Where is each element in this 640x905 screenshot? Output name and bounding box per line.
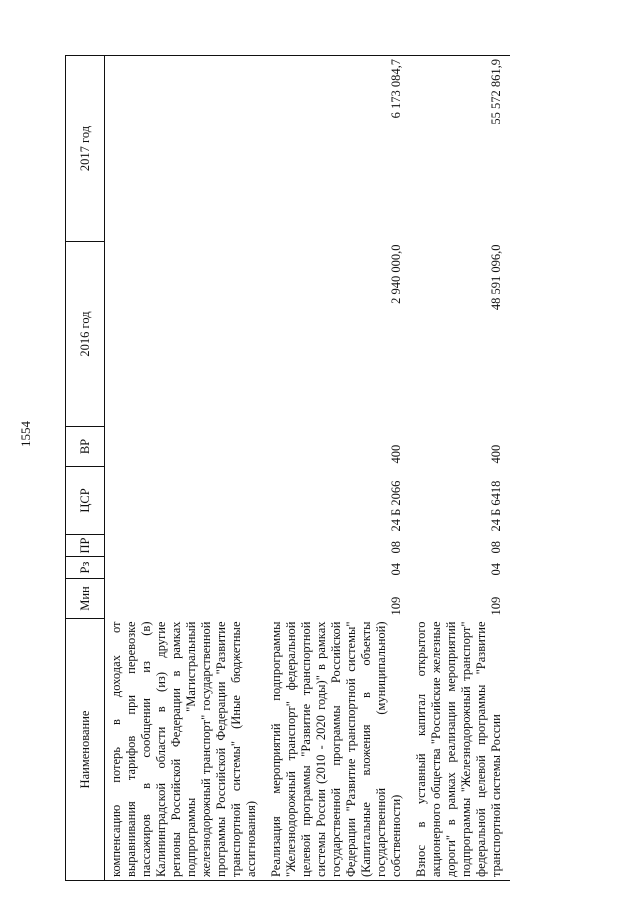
col-header-name: Наименование [66, 619, 105, 881]
row-name: Взнос в уставный капитал открытого акционерного общества "Российские железные дороги" в рамках реализации мероприятий подпрограммы "Железнодорожный транспорт" федеральной целевой программы "Развитие транспортной системы России [410, 619, 510, 881]
row-pr: 08 [389, 541, 403, 554]
row-rz [105, 557, 266, 579]
row-2016 [105, 242, 266, 427]
col-header-min: Мин [66, 579, 105, 619]
col-header-csr: ЦСР [66, 467, 105, 535]
row-min: 109 [389, 596, 403, 616]
row-2016: 48 591 096,0 [489, 244, 503, 311]
col-header-2017: 2017 год [66, 56, 105, 242]
row-min [105, 579, 266, 619]
row-csr [105, 467, 266, 535]
table-header-row [66, 56, 105, 881]
row-vr: 400 [389, 444, 403, 464]
row-name: Реализация мероприятий подпрограммы "Железнодорожный транспорт" федеральной целевой программы "Развитие транспортной системы России (2010 - 2020 годы)" в рамках государственной программы Российской Федерации "Развитие транспортной системы" (Капитальные вложения в объекты государственной (муниципальной) собственности) [265, 619, 410, 881]
table-row [105, 56, 266, 881]
row-rz: 04 [489, 563, 503, 576]
col-header-vr: ВР [66, 427, 105, 467]
row-vr [105, 427, 266, 467]
page-number: 1554 [18, 421, 33, 447]
row-pr [105, 535, 266, 557]
row-2017: 55 572 861,9 [410, 56, 510, 242]
row-name: компенсацию потерь в доходах от выравнивания тарифов при перевозке пассажиров в сообщении из (в) Калининградской области в (из) другие регионы Российской Федерации в рамках подпрограммы "Магистральный железнодорожный транспорт" государственной программы Российской Федерации "Развитие транспортной системы" (Иные бюджетные ассигнования) [105, 619, 266, 881]
row-2017: 6 173 084,7 [265, 56, 410, 242]
budget-table [65, 55, 510, 881]
row-min: 109 [489, 596, 503, 616]
row-rz: 04 [389, 563, 403, 576]
row-csr: 24 Б 6418 [489, 480, 503, 532]
row-pr: 08 [489, 541, 503, 554]
col-header-2016: 2016 год [66, 242, 105, 427]
col-header-rz: Рз [66, 557, 105, 579]
table-row [410, 56, 510, 881]
table-row [265, 56, 410, 881]
col-header-pr: ПР [66, 535, 105, 557]
row-2017 [105, 56, 266, 242]
budget-sheet [65, 56, 603, 881]
row-2016: 2 940 000,0 [389, 244, 403, 304]
row-csr: 24 Б 2066 [389, 480, 403, 532]
row-vr: 400 [489, 444, 503, 464]
